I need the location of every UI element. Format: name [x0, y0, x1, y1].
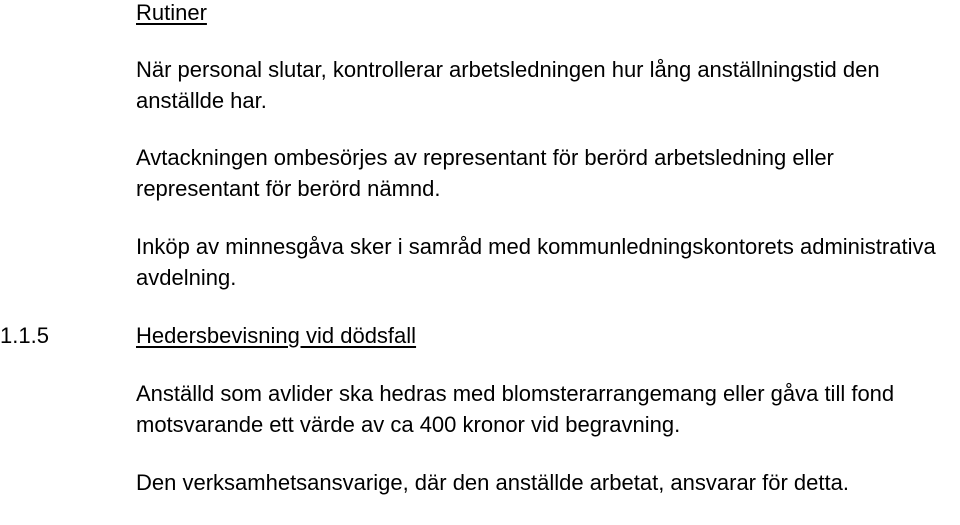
paragraph-avtackningen: Avtackningen ombesörjes av representant för berörd arbetsledning eller representant för berörd nämnd.	[136, 145, 834, 201]
paragraph-personal-slutar: När personal slutar, kontrollerar arbetsledningen hur lång anställningstid den anställde har.	[136, 57, 880, 113]
paragraph-verksamhetsansvarige: Den verksamhetsansvarige, där den anställde arbetat, ansvarar för detta.	[136, 470, 849, 495]
section-heading-hedersbevisning: Hedersbevisning vid dödsfall	[136, 323, 417, 348]
paragraph-inkop-minnesgava: Inköp av minnesgåva sker i samråd med kommunledningskontorets administrativa avdelning.	[136, 234, 936, 290]
paragraph-anstalld-avlider: Anställd som avlider ska hedras med blomsterarrangemang eller gåva till fond motsvarande ett värde av ca 400 kronor vid begravning.	[136, 381, 895, 437]
section-number: 1.1.5	[0, 323, 49, 348]
heading-rutiner: Rutiner	[136, 0, 207, 25]
